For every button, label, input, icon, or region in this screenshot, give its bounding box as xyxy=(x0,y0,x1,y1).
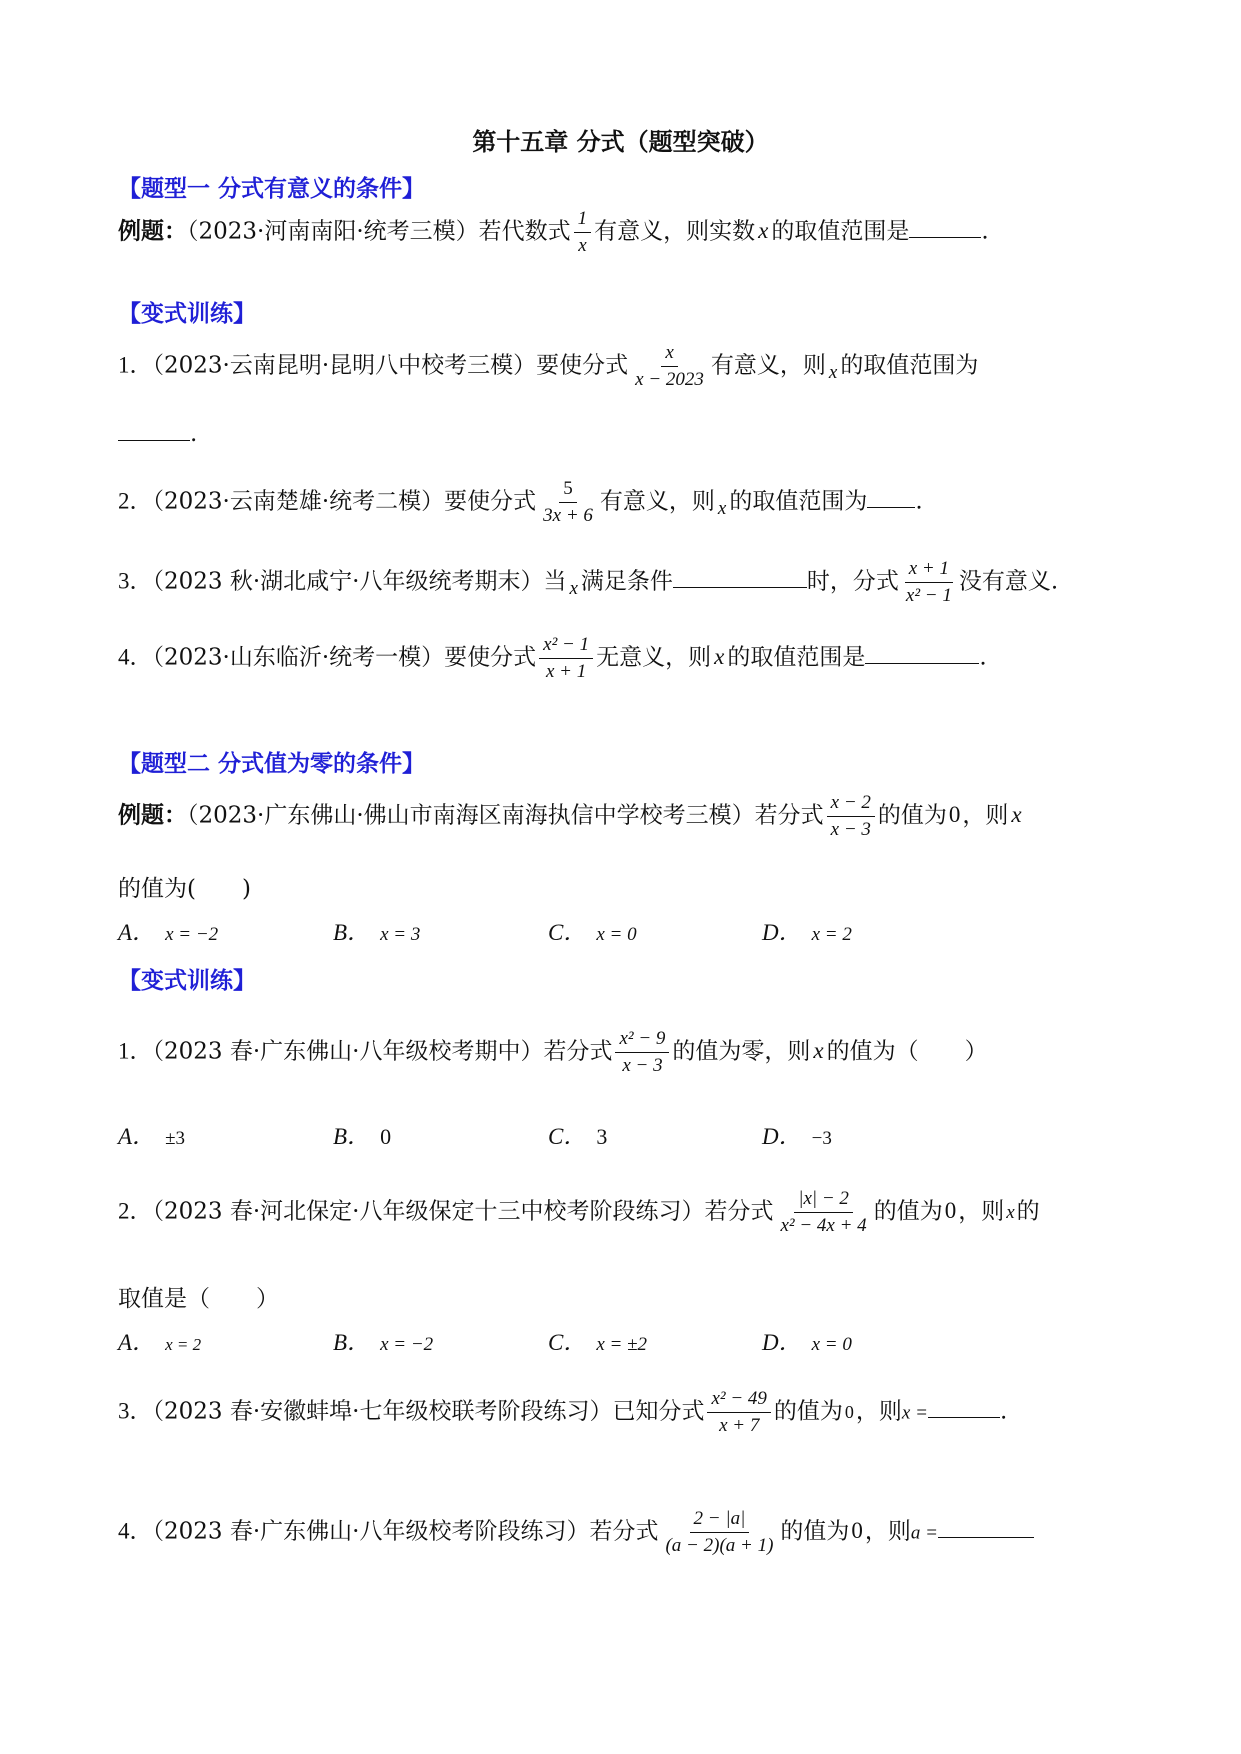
option-d[interactable] xyxy=(762,914,852,947)
question-number: 4． xyxy=(118,1518,153,1544)
question-tail: 的取值范围为 xyxy=(840,352,979,379)
answer-blank[interactable] xyxy=(118,420,190,441)
variable: x xyxy=(758,218,769,244)
fraction xyxy=(902,558,956,607)
example-label: 例题： xyxy=(118,801,187,829)
fraction-denominator: x xyxy=(578,234,587,256)
question-tail: 的值为（ ） xyxy=(826,1038,988,1065)
fraction-numerator: 5 xyxy=(559,478,577,503)
example-2 xyxy=(118,792,1022,841)
fraction xyxy=(631,342,708,391)
option-value: x = 0 xyxy=(811,1334,852,1355)
s2-question-4 xyxy=(118,1508,1034,1557)
question-source: （2023·云南楚雄·统考二模）要使分式 xyxy=(152,488,537,515)
zero-value: 0 xyxy=(944,1198,957,1224)
s2-question-3 xyxy=(118,1388,1007,1437)
period: . xyxy=(999,1398,1008,1425)
question-source: （2023 春·广东佛山·八年级校考阶段练习）若分式 xyxy=(152,1518,659,1545)
option-value: x = −2 xyxy=(165,924,219,945)
s1-question-1 xyxy=(118,342,978,391)
question-tail: 的取值范围是 xyxy=(727,644,866,671)
s1-question-1-answer-line xyxy=(118,420,197,447)
question-text: 满足条件 xyxy=(580,568,673,595)
option-d[interactable] xyxy=(762,1324,852,1357)
question-number: 1． xyxy=(118,352,153,378)
period: . xyxy=(981,218,989,245)
period: . xyxy=(915,488,923,515)
fraction-numerator: x − 2 xyxy=(827,792,875,817)
option-c[interactable] xyxy=(548,1118,607,1151)
option-value: x = 0 xyxy=(596,924,637,945)
question-number: 3． xyxy=(118,568,153,594)
option-letter: A． xyxy=(118,1124,156,1149)
s1-question-3 xyxy=(118,558,1058,607)
question-text: 有意义，则 xyxy=(599,488,715,515)
fraction-numerator: 2 − |a| xyxy=(690,1508,750,1533)
option-a[interactable] xyxy=(118,1118,185,1151)
s1-question-2 xyxy=(118,478,923,527)
variable: x xyxy=(717,498,727,520)
question-source: （2023 春·河北保定·八年级保定十三中校考阶段练习）若分式 xyxy=(152,1198,774,1225)
fraction-denominator: x + 1 xyxy=(546,660,587,682)
fraction-denominator: x² − 4x + 4 xyxy=(780,1214,867,1236)
s1-question-4 xyxy=(118,634,987,683)
answer-blank[interactable] xyxy=(938,1517,1034,1538)
answer-blank[interactable] xyxy=(909,217,981,238)
question-tail: ，则 xyxy=(958,1198,1005,1225)
practice-heading-1: 【变式训练】 xyxy=(118,301,256,327)
answer-blank[interactable] xyxy=(928,1397,1000,1418)
zero-value: 0 xyxy=(851,1518,863,1544)
option-a[interactable] xyxy=(118,914,218,947)
variable: x xyxy=(714,644,725,670)
question-text: 的值为零，则 xyxy=(672,1038,811,1065)
variable: x xyxy=(828,362,838,384)
fraction xyxy=(539,634,593,683)
question-text: 有意义，则 xyxy=(710,352,826,379)
question-number: 3． xyxy=(118,1398,153,1424)
fraction xyxy=(776,1188,870,1237)
question-tail: ，则 xyxy=(864,1518,911,1545)
option-value: x = 3 xyxy=(380,924,421,945)
page-title: 第十五章 分式（题型突破） xyxy=(472,127,769,156)
fraction-numerator: 1 xyxy=(574,208,592,233)
option-c[interactable] xyxy=(548,914,637,947)
option-letter: D． xyxy=(762,1330,802,1355)
question-source: （2023 秋·湖北咸宁·八年级统考期末）当 xyxy=(152,568,567,595)
question-text: 的值为 xyxy=(773,1398,843,1425)
fraction-numerator: x² − 49 xyxy=(707,1388,770,1413)
period: . xyxy=(190,421,198,447)
answer-blank[interactable] xyxy=(867,487,915,508)
fraction xyxy=(574,208,592,257)
example-tail: ，则 xyxy=(962,802,1009,829)
option-letter: C． xyxy=(548,1124,587,1149)
answer-blank[interactable] xyxy=(673,567,807,588)
variable: x xyxy=(1011,802,1022,828)
variable-equals: x = xyxy=(901,1402,928,1424)
fraction-numerator: |x| − 2 xyxy=(794,1188,853,1213)
s2-question-2-line2: 取值是（ ） xyxy=(118,1286,279,1312)
question-number: 2． xyxy=(118,1198,153,1224)
option-value: x = 2 xyxy=(165,1335,202,1354)
question-number: 1． xyxy=(118,1038,153,1064)
option-c[interactable] xyxy=(548,1324,647,1357)
fraction xyxy=(661,1508,777,1557)
example-2-line2: 的值为( ) xyxy=(118,876,251,902)
example-text: 有意义，则实数 xyxy=(594,218,756,245)
example-text-end: 的取值范围是 xyxy=(771,218,910,245)
s2-question-1 xyxy=(118,1028,988,1077)
fraction xyxy=(539,478,597,527)
option-letter: C． xyxy=(548,920,587,945)
question-source: （2023·山东临沂·统考一模）要使分式 xyxy=(152,644,537,671)
example-label: 例题： xyxy=(118,217,187,245)
option-value: x = −2 xyxy=(380,1334,434,1355)
fraction-denominator: x − 3 xyxy=(830,818,871,840)
question-text: 的值为 xyxy=(873,1198,943,1225)
option-value: x = 2 xyxy=(811,924,852,945)
fraction-denominator: x + 7 xyxy=(719,1414,760,1436)
variable: x xyxy=(1006,1202,1015,1224)
option-letter: B． xyxy=(333,920,371,945)
option-value: 0 xyxy=(380,1124,392,1149)
period: . xyxy=(1050,568,1059,595)
option-letter: B． xyxy=(333,1330,371,1355)
question-text: 无意义，则 xyxy=(596,644,712,671)
option-value: 3 xyxy=(596,1124,608,1149)
fraction-denominator: 3x + 6 xyxy=(543,504,593,526)
question-text-2: 时，分式 xyxy=(806,568,899,595)
fraction-denominator: x − 3 xyxy=(622,1054,663,1076)
question-tail: 没有意义 xyxy=(958,568,1051,595)
variable-equals: a = xyxy=(910,1522,938,1544)
variable: x xyxy=(813,1038,824,1064)
option-letter: A． xyxy=(118,920,156,945)
practice-heading-2: 【变式训练】 xyxy=(118,968,256,994)
question-tail: 的取值范围为 xyxy=(729,488,868,515)
zero-value: 0 xyxy=(948,802,961,828)
fraction xyxy=(615,1028,669,1077)
example-1 xyxy=(118,208,989,257)
zero-value: 0 xyxy=(844,1402,854,1423)
option-letter: D． xyxy=(762,1124,802,1149)
option-value: −3 xyxy=(811,1128,832,1149)
variable: x xyxy=(569,578,578,600)
question-text: 的值为 xyxy=(780,1518,850,1545)
option-letter: D． xyxy=(762,920,802,945)
fraction xyxy=(707,1388,770,1437)
fraction-numerator: x² − 1 xyxy=(539,634,593,659)
fraction-denominator: x² − 1 xyxy=(905,584,952,606)
option-letter: A． xyxy=(118,1330,156,1355)
example-source: （2023·河南南阳·统考三模）若代数式 xyxy=(187,218,571,245)
fraction-denominator: (a − 2)(a + 1) xyxy=(665,1534,774,1556)
question-number: 2． xyxy=(118,488,153,514)
option-value: x = ±2 xyxy=(596,1334,648,1355)
question-tail: ，则 xyxy=(855,1398,902,1425)
section-heading-2: 【题型二 分式值为零的条件】 xyxy=(118,751,426,777)
option-letter: C． xyxy=(548,1330,587,1355)
example-source: （2023·广东佛山·佛山市南海区南海执信中学校考三模）若分式 xyxy=(187,802,824,829)
option-d[interactable] xyxy=(762,1118,832,1151)
option-letter: B． xyxy=(333,1124,371,1149)
question-tail-2: 的 xyxy=(1016,1198,1040,1225)
option-b[interactable] xyxy=(333,1118,391,1151)
period: . xyxy=(979,644,987,671)
fraction-numerator: x xyxy=(661,342,677,367)
option-b[interactable] xyxy=(333,1324,433,1357)
question-number: 4． xyxy=(118,644,153,670)
section-heading-1: 【题型一 分式有意义的条件】 xyxy=(118,176,426,202)
s2-question-2 xyxy=(118,1188,1040,1237)
question-source: （2023·云南昆明·昆明八中校考三模）要使分式 xyxy=(152,352,629,379)
example-text: 的值为 xyxy=(877,802,947,829)
fraction xyxy=(827,792,875,841)
question-source: （2023 春·安徽蚌埠·七年级校联考阶段练习）已知分式 xyxy=(152,1398,705,1425)
answer-blank[interactable] xyxy=(865,643,979,664)
fraction-denominator: x − 2023 xyxy=(635,368,704,390)
option-a[interactable] xyxy=(118,1324,201,1357)
question-source: （2023 春·广东佛山·八年级校考期中）若分式 xyxy=(152,1038,613,1065)
fraction-numerator: x² − 9 xyxy=(615,1028,669,1053)
option-value: ±3 xyxy=(165,1128,185,1149)
fraction-numerator: x + 1 xyxy=(905,558,953,583)
option-b[interactable] xyxy=(333,914,420,947)
